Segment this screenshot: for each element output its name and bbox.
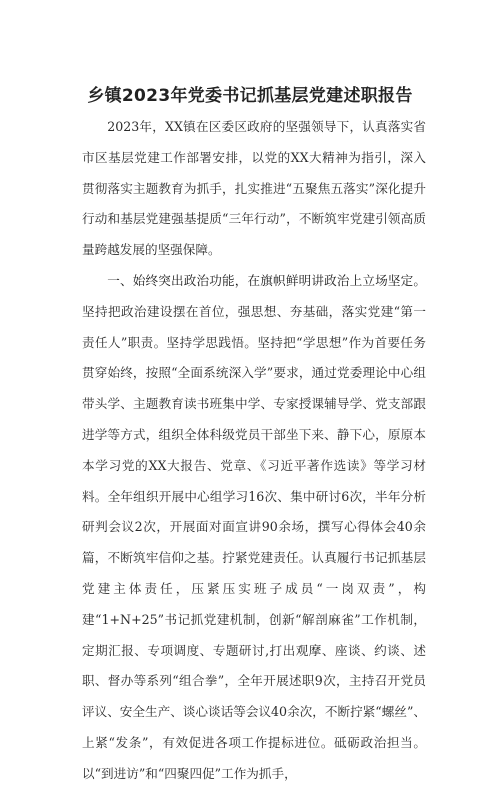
paragraph-intro-text: 2023年，XX镇在区委区政府的坚强领导下，认真落实省市区基层党建工作部署安排，以党的XX大精神为指引，深入贯彻落实主题教育为抓手，扎实推进“五聚焦五落实”深化提升行动和基层党建强基提质“三年行动”，不断筑牢党建引领高质量跨越发展的坚强保障。 <box>82 119 426 258</box>
paragraph-section-one <box>82 266 426 790</box>
document-body <box>82 112 426 790</box>
document-title: 乡镇2023年党委书记抓基层党建述职报告 <box>87 86 413 106</box>
paragraph-intro <box>82 112 426 266</box>
section-heading: 一、始终突出政治功能，在旗帜鲜明讲政治上立场坚定。 <box>107 272 426 288</box>
paragraph-section-one-text: 坚持把政治建设摆在首位，强思想、夯基础，落实党建“第一责任人”职责。坚持学思践悟。坚持把“学思想”作为首要任务贯穿始终，按照“全面系统深入学”要求，通过党委理论中心组带头学、主题教育读书班集中学、专家授课辅导学、党支部跟进学等方式，组织全体科级党员干部坐下来、静下心，原原本本学习党的XX大报告、党章、《习近平著作选读》等学习材料。全年组织开展中心组学习16次、集中研讨6次，半年分析研判会议2次，开展面对面宣讲90余场，撰写心得体会40余篇，不断筑牢信仰之基。拧紧党建责任。认真履行书记抓基层党建主体责任，压紧压实班子成员“一岗双责”，构建“1+N+25”书记抓党建机制，创新“解剖麻雀”工作机制，定期汇报、专项调度、专题研讨,打出观摩、座谈、约谈、述职、督办等系列“组合拳”，全年开展述职9次，主持召开党员评议、安全生产、谈心谈话等会议40余次，不断拧紧“螺丝”、上紧“发条”，有效促进各项工作提标进位。砥砺政治担当。以“到进访”和“四聚四促”工作为抓手， <box>82 303 426 781</box>
